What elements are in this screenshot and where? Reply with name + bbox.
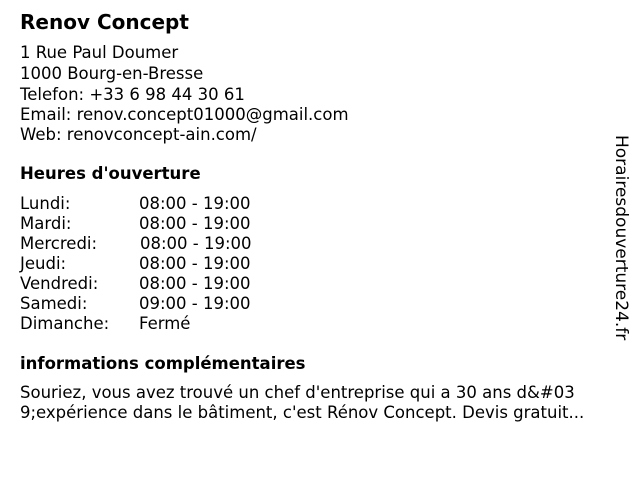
site-watermark: Horairesdouverture24.fr — [611, 135, 631, 341]
day-hours: Fermé — [139, 314, 191, 333]
hours-row-thursday — [20, 254, 320, 274]
opening-hours-heading: Heures d'ouverture — [20, 164, 201, 183]
day-hours: 08:00 - 19:00 — [140, 234, 252, 253]
hours-row-friday — [20, 274, 320, 294]
day-label: Mardi: — [20, 214, 72, 233]
day-label: Samedi: — [20, 294, 88, 313]
business-name: Renov Concept — [20, 10, 189, 34]
hours-row-saturday — [20, 294, 320, 314]
hours-row-sunday — [20, 314, 320, 334]
day-hours: 08:00 - 19:00 — [139, 254, 251, 273]
description-line: Souriez, vous avez trouvé un chef d'entreprise qui a 30 ans d&#03 — [20, 383, 575, 402]
day-label: Dimanche: — [20, 314, 110, 333]
address-street: 1 Rue Paul Doumer — [20, 43, 179, 62]
hours-row-tuesday — [20, 214, 320, 234]
hours-row-monday — [20, 194, 320, 214]
hours-row-wednesday — [20, 234, 320, 254]
additional-info-heading: informations complémentaires — [20, 354, 306, 373]
address-city: 1000 Bourg-en-Bresse — [20, 64, 204, 83]
additional-info-text — [20, 383, 620, 423]
day-hours: 08:00 - 19:00 — [139, 274, 251, 293]
email-line: Email: renov.concept01000@gmail.com — [20, 105, 349, 124]
day-hours: 08:00 - 19:00 — [139, 214, 251, 233]
day-label: Jeudi: — [20, 254, 67, 273]
day-hours: 08:00 - 19:00 — [139, 194, 251, 213]
day-label: Mercredi: — [20, 234, 98, 253]
website-line: Web: renovconcept-ain.com/ — [20, 125, 257, 144]
phone-line: Telefon: +33 6 98 44 30 61 — [20, 85, 245, 104]
description-line: 9;expérience dans le bâtiment, c'est Rénov Concept. Devis gratuit... — [20, 403, 585, 422]
day-label: Lundi: — [20, 194, 71, 213]
day-label: Vendredi: — [20, 274, 99, 293]
day-hours: 09:00 - 19:00 — [139, 294, 251, 313]
